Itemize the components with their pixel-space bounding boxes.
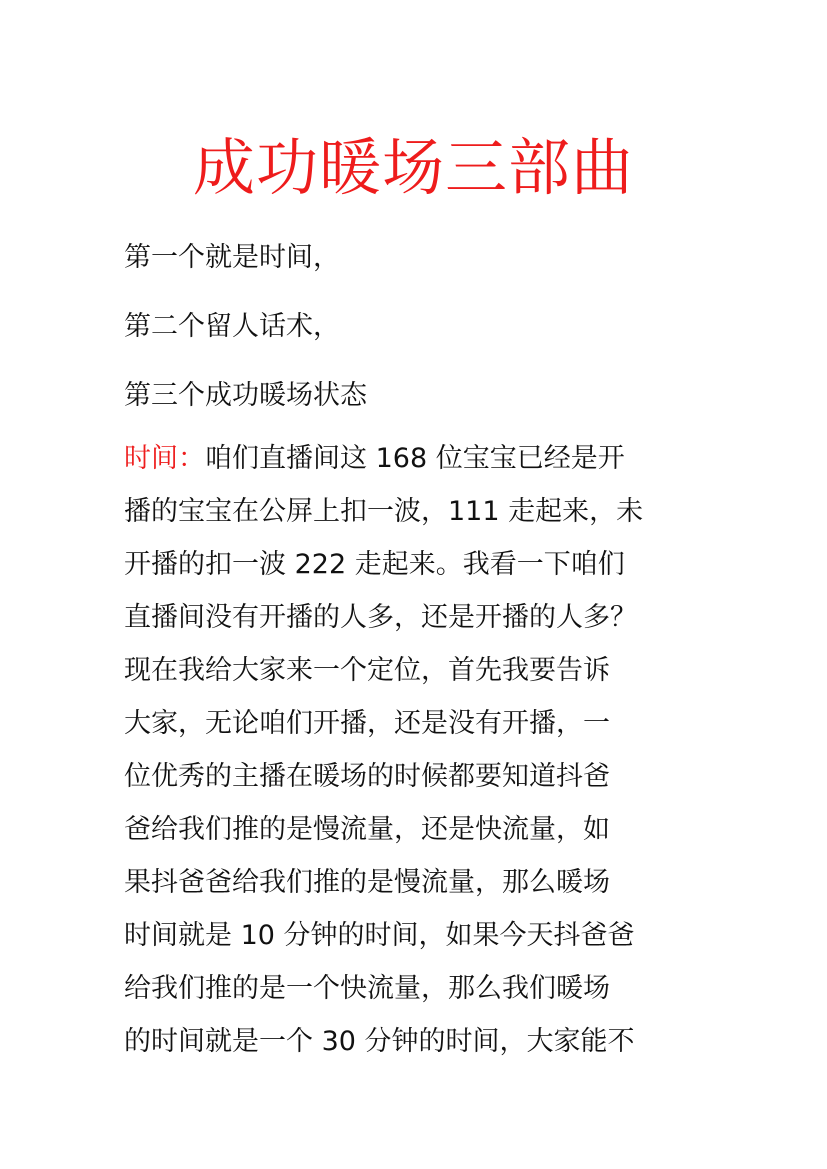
paragraph-line-6: 大家，无论咱们开播，还是没有开播，一 bbox=[124, 708, 610, 739]
intro-item-1: 第一个就是时间， bbox=[124, 242, 340, 273]
paragraph-line-4: 直播间没有开播的人多，还是开播的人多？ bbox=[124, 602, 637, 633]
paragraph-line-12: 的时间就是一个 30 分钟的时间，大家能不 bbox=[124, 1026, 635, 1057]
intro-item-2: 第二个留人话术， bbox=[124, 311, 340, 342]
document-title: 成功暖场三部曲 bbox=[192, 131, 634, 204]
paragraph-line-5: 现在我给大家来一个定位，首先我要告诉 bbox=[124, 655, 610, 686]
intro-item-3: 第三个成功暖场状态 bbox=[124, 380, 367, 411]
paragraph-line-9: 果抖爸爸给我们推的是慢流量，那么暖场 bbox=[124, 867, 610, 898]
paragraph-line-11: 给我们推的是一个快流量，那么我们暖场 bbox=[124, 973, 610, 1004]
paragraph-line-8: 爸给我们推的是慢流量，还是快流量，如 bbox=[124, 814, 610, 845]
paragraph-line-7: 位优秀的主播在暖场的时候都要知道抖爸 bbox=[124, 761, 610, 792]
section-time bbox=[124, 432, 724, 1068]
section-label: 时间： bbox=[124, 443, 205, 474]
intro-list bbox=[124, 236, 764, 443]
paragraph-line-3: 开播的扣一波 222 走起来。我看一下咱们 bbox=[124, 549, 625, 580]
paragraph-first-line-text: 咱们直播间这 168 位宝宝已经是开 bbox=[205, 443, 625, 474]
paragraph-line-10: 时间就是 10 分钟的时间，如果今天抖爸爸 bbox=[124, 920, 635, 951]
paragraph-line-2: 播的宝宝在公屏上扣一波，111 走起来，未 bbox=[124, 496, 644, 527]
paragraph-line-1 bbox=[124, 432, 724, 485]
